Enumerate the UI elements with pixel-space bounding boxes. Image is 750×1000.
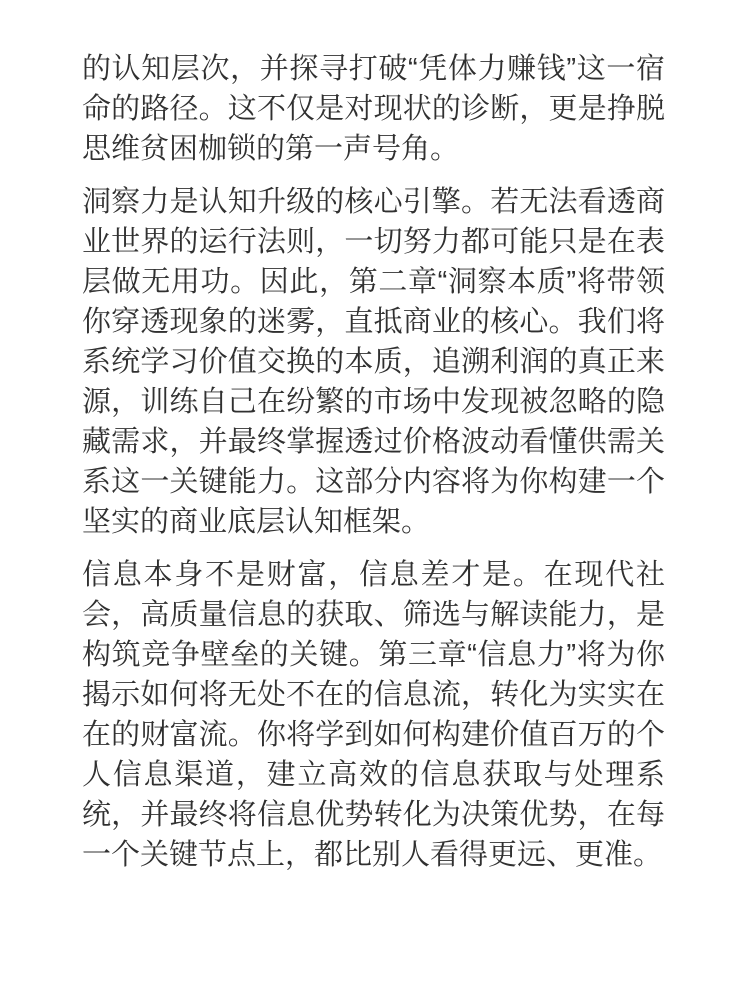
paragraph-2: 洞察力是认知升级的核心引擎。若无法看透商业世界的运行法则，一切努力都可能只是在表层做无用功。因此，第二章“洞察本质”将带领你穿透现象的迷雾，直抵商业的核心。我们将系统学习价值交换的本质，追溯利润的真正来源，训练自己在纷繁的市场中发现被忽略的隐藏需求，并最终掌握透过价格波动看懂供需关系这一关键能力。这部分内容将为你构建一个坚实的商业底层认知框架。	[82, 186, 665, 538]
paragraph-3: 信息本身不是财富，信息差才是。在现代社会，高质量信息的获取、筛选与解读能力，是构筑竞争壁垒的关键。第三章“信息力”将为你揭示如何将无处不在的信息流，转化为实实在在的财富流。你将学到如何构建价值百万的个人信息渠道，建立高效的信息获取与处理系统，并最终将信息优势转化为决策优势，在每一个关键节点上，都比别人看得更远、更准。	[82, 559, 665, 871]
paragraph-1: 的认知层次，并探寻打破“凭体力赚钱”这一宿命的路径。这不仅是对现状的诊断，更是挣脱思维贫困枷锁的第一声号角。	[82, 53, 665, 165]
